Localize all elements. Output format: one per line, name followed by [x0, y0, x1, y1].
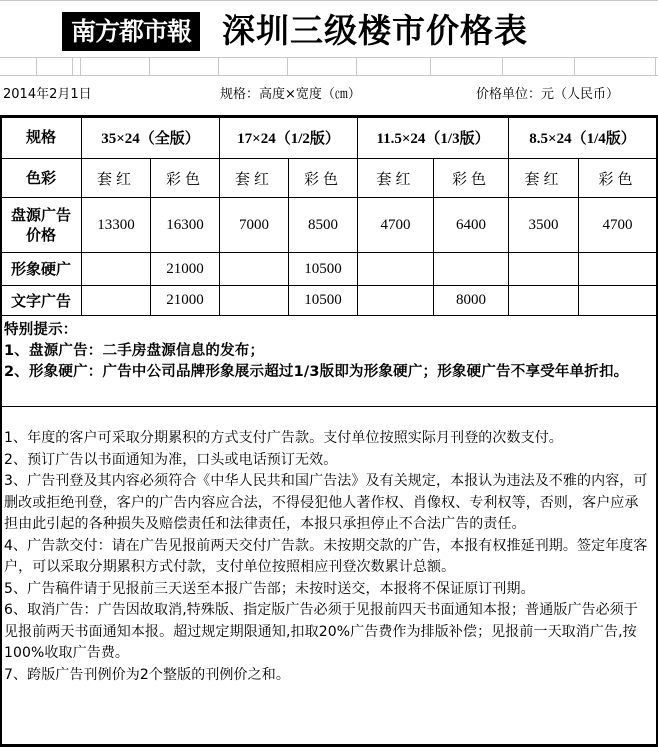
gridline — [80, 58, 81, 76]
gridline — [356, 58, 357, 76]
section-divider — [0, 406, 656, 407]
gridline — [218, 58, 219, 76]
terms-list — [4, 428, 652, 686]
gridline — [502, 58, 503, 76]
term-item: 7、跨版广告刊例价为2个整版的刊例价之和。 — [4, 666, 290, 683]
gridline — [0, 75, 658, 76]
term-item: 5、广告稿件请于见报前三天送至本报广告部；未按时送交，本报将不保证原订刊期。 — [4, 580, 535, 597]
special-notes — [4, 320, 650, 383]
table-row — [1, 198, 657, 253]
gridline — [0, 57, 658, 58]
color-cell: 彩色 — [289, 159, 358, 198]
color-cell: 套红 — [358, 159, 434, 198]
price-cell: 16300 — [151, 198, 220, 253]
price-cell: 4700 — [579, 198, 657, 253]
row-label: 形象硬广 — [1, 253, 82, 286]
color-cell: 套红 — [82, 159, 151, 198]
term-item: 3、广告刊登及其内容必须符合《中华人民共和国广告法》及有关规定，本报认为违法及不雅的内容，可删改或拒绝刊登，客户的广告内容应合法，不得侵犯他人著作权、肖像权、专利权等，否则，客户应承担由此引起的各种损失及赔偿责任和法律责任，本报只承担停止不合法广告的责任。 — [4, 473, 648, 532]
price-cell: 10500 — [289, 253, 358, 286]
price-cell — [82, 253, 151, 286]
spec-label: 规格：高度×宽度（㎝） — [220, 87, 361, 102]
price-cell — [220, 286, 289, 316]
price-cell — [82, 286, 151, 316]
price-cell: 10500 — [289, 286, 358, 316]
term-item: 4、广告款交付：请在广告见报前两天交付广告款。未按期交款的广告，本报有权推延刊期。签定年度客户，可以采取分期累积方式付款，支付单位按照相应刊登次数累计总额。 — [4, 537, 648, 575]
price-cell: 6400 — [434, 198, 509, 253]
term-item: 2、预订广告以书面通知为准，口头或电话预订无效。 — [4, 451, 338, 468]
price-cell: 7000 — [220, 198, 289, 253]
color-cell: 彩色 — [151, 159, 220, 198]
gridline — [72, 58, 73, 76]
gridline — [287, 58, 288, 76]
color-row — [1, 159, 657, 198]
color-cell: 套红 — [509, 159, 579, 198]
table-row — [1, 253, 657, 286]
special-note-item: 2、形象硬广：广告中公司品牌形象展示超过1/3版即为形象硬广；形象硬广告不享受年单折扣。 — [4, 364, 629, 380]
price-cell: 4700 — [358, 198, 434, 253]
size-row — [1, 116, 657, 159]
price-cell: 21000 — [151, 286, 220, 316]
price-cell — [509, 286, 579, 316]
color-cell: 彩色 — [579, 159, 657, 198]
gridline — [149, 58, 150, 76]
size-third-page: 11.5×24（1/3版） — [358, 116, 509, 159]
size-half-page: 17×24（1/2版） — [220, 116, 358, 159]
newspaper-logo: 南方都市報 — [62, 12, 200, 51]
gridline — [655, 58, 656, 76]
row-label: 文字广告 — [1, 286, 82, 316]
price-cell: 8500 — [289, 198, 358, 253]
row-label: 盘源广告价格 — [1, 198, 82, 253]
special-note-item: 1、盘源广告：二手房盘源信息的发布； — [4, 343, 265, 359]
price-unit-label: 价格单位：元（人民币） — [476, 87, 620, 102]
color-cell: 套红 — [220, 159, 289, 198]
price-cell: 13300 — [82, 198, 151, 253]
price-cell — [579, 253, 657, 286]
price-cell: 21000 — [151, 253, 220, 286]
date-label: 2014年2月1日 — [3, 87, 92, 102]
price-cell — [509, 253, 579, 286]
price-cell — [358, 253, 434, 286]
special-notes-heading: 特别提示： — [4, 322, 78, 338]
price-cell — [358, 286, 434, 316]
table-row — [1, 286, 657, 316]
price-cell — [220, 253, 289, 286]
price-cell: 3500 — [509, 198, 579, 253]
price-cell: 8000 — [434, 286, 509, 316]
size-quarter-page: 8.5×24（1/4版） — [509, 116, 657, 159]
color-header: 色彩 — [1, 159, 82, 198]
size-header: 规格 — [1, 116, 82, 159]
page-title: 深圳三级楼市价格表 — [222, 11, 528, 50]
price-cell — [434, 253, 509, 286]
price-cell — [579, 286, 657, 316]
size-full-page: 35×24（全版） — [82, 116, 220, 159]
term-item: 6、取消广告：广告因故取消,特殊版、指定版广告必须于见报前四天书面通知本报；普通版广告必须于见报前两天书面通知本报。超过规定期限通知,扣取20%广告费作为排版补偿；见报前一天取消广告,按100%收取广告费。 — [4, 602, 638, 661]
gridline — [430, 58, 431, 76]
gridline — [574, 58, 575, 76]
color-cell: 彩色 — [434, 159, 509, 198]
gridline — [0, 0, 658, 1]
gridline — [36, 58, 37, 76]
price-table — [0, 115, 657, 316]
term-item: 1、年度的客户可采取分期累积的方式支付广告款。支付单位按照实际月刊登的次数支付。 — [4, 430, 563, 446]
